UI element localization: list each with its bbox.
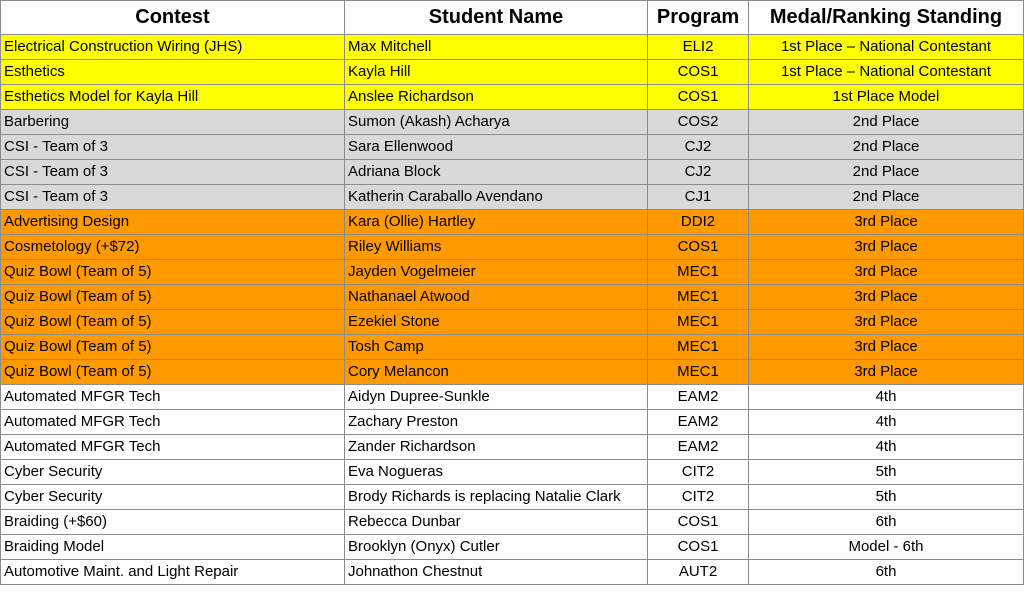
table-row [1, 310, 1024, 335]
program-cell: MEC1 [648, 260, 749, 285]
contest-cell: Barbering [1, 110, 345, 135]
student-name-cell: Ezekiel Stone [345, 310, 648, 335]
standing-cell: 4th [749, 435, 1024, 460]
table-row [1, 460, 1024, 485]
table-row [1, 110, 1024, 135]
program-cell: CJ2 [648, 135, 749, 160]
student-name-cell: Max Mitchell [345, 35, 648, 60]
standing-cell: 2nd Place [749, 185, 1024, 210]
student-name-cell: Nathanael Atwood [345, 285, 648, 310]
table-row [1, 435, 1024, 460]
table-row [1, 160, 1024, 185]
program-cell: CJ2 [648, 160, 749, 185]
table-row [1, 85, 1024, 110]
table-row [1, 385, 1024, 410]
program-cell: CIT2 [648, 460, 749, 485]
standing-cell: 5th [749, 460, 1024, 485]
contest-cell: Automotive Maint. and Light Repair [1, 560, 345, 585]
table-header [1, 1, 1024, 35]
standing-cell: 3rd Place [749, 335, 1024, 360]
program-cell: MEC1 [648, 310, 749, 335]
contest-cell: Quiz Bowl (Team of 5) [1, 260, 345, 285]
program-cell: COS1 [648, 535, 749, 560]
student-name-cell: Johnathon Chestnut [345, 560, 648, 585]
contest-cell: Quiz Bowl (Team of 5) [1, 360, 345, 385]
student-name-cell: Sara Ellenwood [345, 135, 648, 160]
standing-cell: 1st Place – National Contestant [749, 60, 1024, 85]
table-row [1, 535, 1024, 560]
program-cell: ELI2 [648, 35, 749, 60]
standing-cell: 3rd Place [749, 360, 1024, 385]
standing-cell: 6th [749, 510, 1024, 535]
student-name-cell: Adriana Block [345, 160, 648, 185]
student-name-cell: Cory Melancon [345, 360, 648, 385]
table-row [1, 560, 1024, 585]
program-cell: COS1 [648, 510, 749, 535]
program-cell: MEC1 [648, 335, 749, 360]
contest-cell: CSI - Team of 3 [1, 160, 345, 185]
contest-cell: CSI - Team of 3 [1, 135, 345, 160]
standing-cell: 3rd Place [749, 235, 1024, 260]
contest-cell: Automated MFGR Tech [1, 385, 345, 410]
program-cell: AUT2 [648, 560, 749, 585]
contest-cell: Quiz Bowl (Team of 5) [1, 310, 345, 335]
contest-cell: Esthetics [1, 60, 345, 85]
student-name-cell: Rebecca Dunbar [345, 510, 648, 535]
standing-cell: 3rd Place [749, 260, 1024, 285]
header-contest: Contest [1, 1, 345, 35]
table-row [1, 410, 1024, 435]
student-name-cell: Zachary Preston [345, 410, 648, 435]
standing-cell: 4th [749, 410, 1024, 435]
contest-cell: Cosmetology (+$72) [1, 235, 345, 260]
standing-cell: Model - 6th [749, 535, 1024, 560]
standing-cell: 4th [749, 385, 1024, 410]
table-body [1, 35, 1024, 585]
contest-cell: Esthetics Model for Kayla Hill [1, 85, 345, 110]
contest-cell: Automated MFGR Tech [1, 435, 345, 460]
standing-cell: 1st Place – National Contestant [749, 35, 1024, 60]
table-row [1, 335, 1024, 360]
contest-cell: Electrical Construction Wiring (JHS) [1, 35, 345, 60]
table-row [1, 360, 1024, 385]
header-row [1, 1, 1024, 35]
student-name-cell: Kara (Ollie) Hartley [345, 210, 648, 235]
program-cell: EAM2 [648, 385, 749, 410]
program-cell: EAM2 [648, 410, 749, 435]
standing-cell: 5th [749, 485, 1024, 510]
standing-cell: 2nd Place [749, 135, 1024, 160]
student-name-cell: Brooklyn (Onyx) Cutler [345, 535, 648, 560]
contest-cell: Cyber Security [1, 485, 345, 510]
program-cell: COS2 [648, 110, 749, 135]
program-cell: EAM2 [648, 435, 749, 460]
standing-cell: 3rd Place [749, 210, 1024, 235]
standing-cell: 6th [749, 560, 1024, 585]
contest-cell: Braiding (+$60) [1, 510, 345, 535]
table-row [1, 210, 1024, 235]
table-row [1, 510, 1024, 535]
contest-cell: Quiz Bowl (Team of 5) [1, 335, 345, 360]
student-name-cell: Brody Richards is replacing Natalie Clark [345, 485, 648, 510]
student-name-cell: Anslee Richardson [345, 85, 648, 110]
contest-cell: Automated MFGR Tech [1, 410, 345, 435]
contest-cell: Advertising Design [1, 210, 345, 235]
table-row [1, 260, 1024, 285]
student-name-cell: Sumon (Akash) Acharya [345, 110, 648, 135]
program-cell: COS1 [648, 60, 749, 85]
standing-cell: 3rd Place [749, 285, 1024, 310]
header-program: Program [648, 1, 749, 35]
program-cell: DDI2 [648, 210, 749, 235]
table-row [1, 60, 1024, 85]
student-name-cell: Riley Williams [345, 235, 648, 260]
student-name-cell: Eva Nogueras [345, 460, 648, 485]
table-row [1, 35, 1024, 60]
contest-cell: Cyber Security [1, 460, 345, 485]
standing-cell: 2nd Place [749, 160, 1024, 185]
student-name-cell: Katherin Caraballo Avendano [345, 185, 648, 210]
student-name-cell: Zander Richardson [345, 435, 648, 460]
program-cell: CIT2 [648, 485, 749, 510]
contest-cell: Quiz Bowl (Team of 5) [1, 285, 345, 310]
student-name-cell: Aidyn Dupree-Sunkle [345, 385, 648, 410]
contest-cell: Braiding Model [1, 535, 345, 560]
program-cell: COS1 [648, 85, 749, 110]
standing-cell: 1st Place Model [749, 85, 1024, 110]
table-row [1, 185, 1024, 210]
student-name-cell: Kayla Hill [345, 60, 648, 85]
program-cell: MEC1 [648, 360, 749, 385]
standing-cell: 3rd Place [749, 310, 1024, 335]
header-standing: Medal/Ranking Standing [749, 1, 1024, 35]
table-row [1, 135, 1024, 160]
student-name-cell: Tosh Camp [345, 335, 648, 360]
table-row [1, 235, 1024, 260]
table-row [1, 285, 1024, 310]
header-student-name: Student Name [345, 1, 648, 35]
table-row [1, 485, 1024, 510]
program-cell: COS1 [648, 235, 749, 260]
contest-cell: CSI - Team of 3 [1, 185, 345, 210]
program-cell: CJ1 [648, 185, 749, 210]
student-name-cell: Jayden Vogelmeier [345, 260, 648, 285]
standing-cell: 2nd Place [749, 110, 1024, 135]
program-cell: MEC1 [648, 285, 749, 310]
